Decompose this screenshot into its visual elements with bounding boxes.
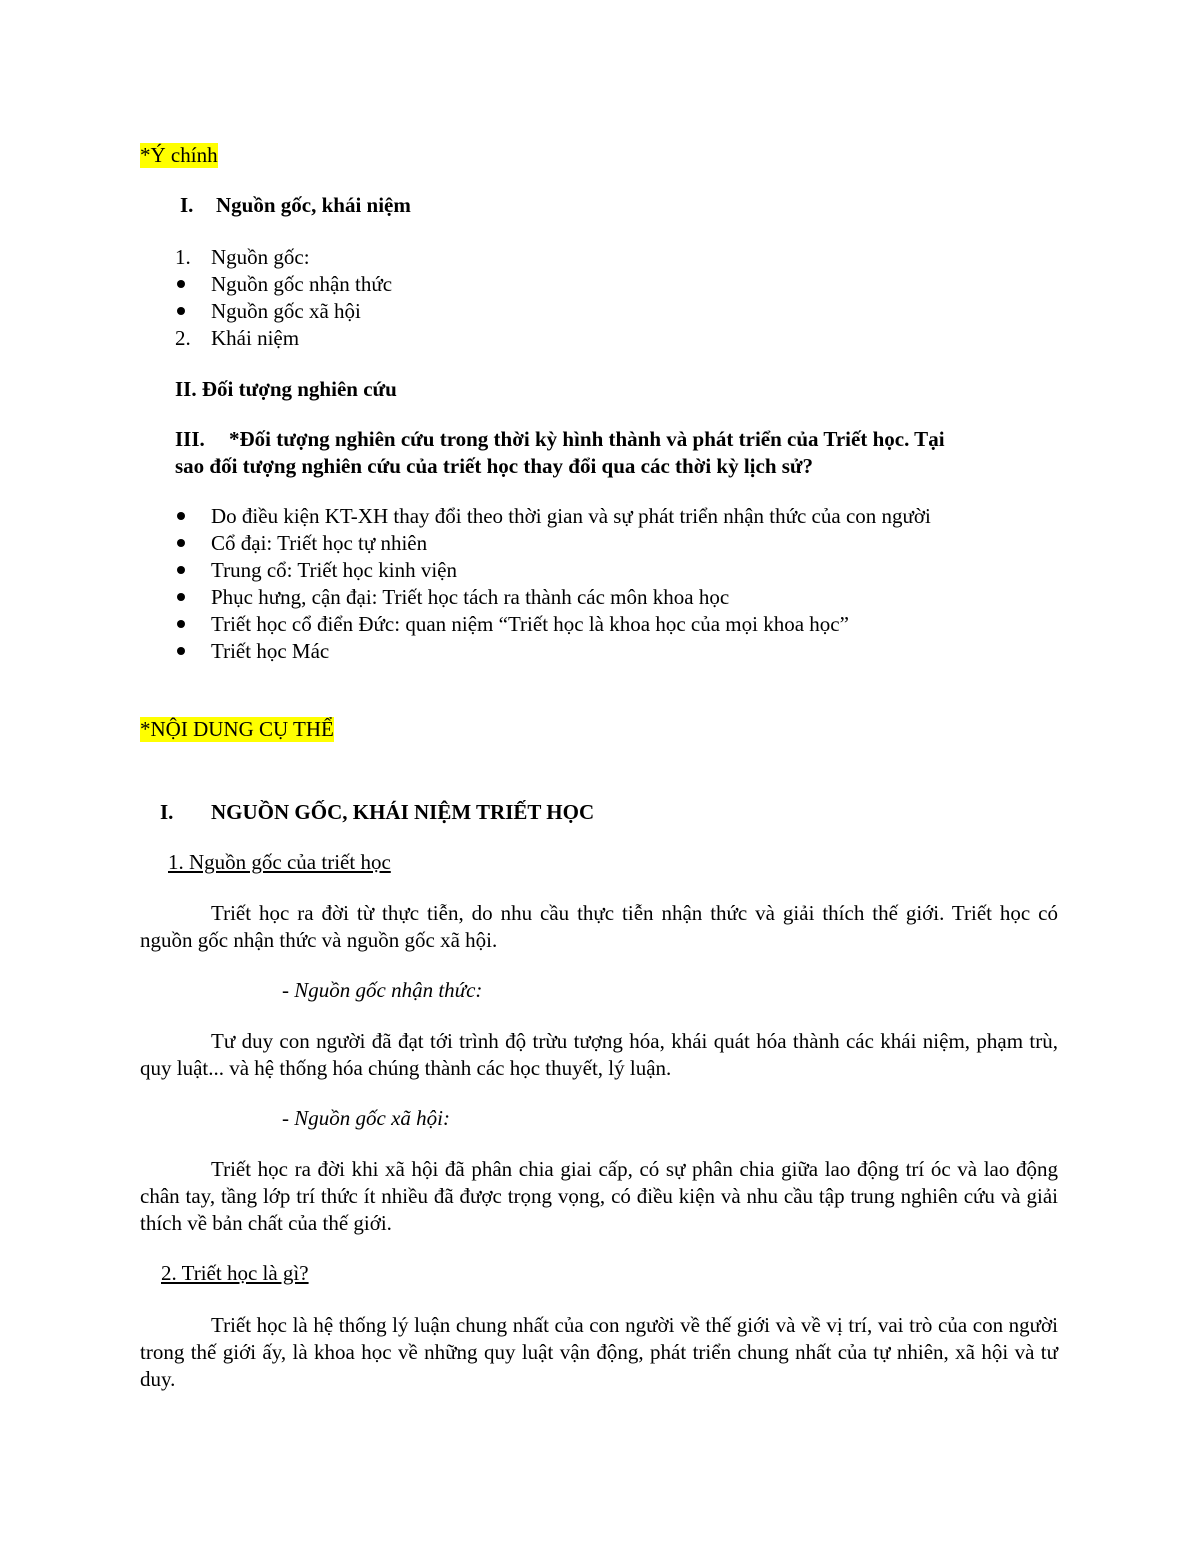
- bullet-icon: [177, 620, 185, 628]
- list-item-social-origin: Nguồn gốc xã hội: [211, 299, 361, 323]
- bullet-icon: [177, 512, 185, 520]
- summary-section-1-number: I.: [180, 193, 194, 217]
- summary-section-3-line-2: sao đối tượng nghiên cứu của triết học thay đổi qua các thời kỳ lịch sử?: [175, 454, 814, 478]
- subheading-what-is-philosophy: 2. Triết học là gì?: [161, 1261, 309, 1285]
- bullet-icon: [177, 647, 185, 655]
- paragraph-social-origin: Triết học ra đời khi xã hội đã phân chia giai cấp, có sự phân chia giữa lao động trí óc và lao động chân tay, tầng lớp trí thức ít nhiều đã được trọng vọng, có điều kiện và nhu cầu tập trung nghiên cứu và giải thích về bản chất của thế giới.: [140, 1157, 1058, 1235]
- summary-section-3-number: III.: [175, 427, 205, 451]
- list-item-cognitive-origin: Nguồn gốc nhận thức: [211, 272, 393, 296]
- detail-section-1-number: I.: [160, 800, 174, 824]
- list-item: Triết học cổ điển Đức: quan niệm “Triết học là khoa học của mọi khoa học”: [211, 612, 849, 636]
- label-social-origin: - Nguồn gốc xã hội:: [282, 1106, 450, 1130]
- bullet-icon: [177, 566, 185, 574]
- list-item: Do điều kiện KT-XH thay đổi theo thời gian và sự phát triển nhận thức của con người: [211, 504, 931, 528]
- summary-section-1-title: Nguồn gốc, khái niệm: [216, 193, 411, 217]
- bullet-icon: [177, 593, 185, 601]
- list-item-concept: Khái niệm: [211, 326, 300, 350]
- label-cognitive-origin: - Nguồn gốc nhận thức:: [282, 978, 483, 1002]
- list-item: Triết học Mác: [211, 639, 330, 663]
- bullet-icon: [177, 280, 185, 288]
- summary-section-2-title: II. Đối tượng nghiên cứu: [175, 377, 397, 401]
- detail-heading: *NỘI DUNG CỤ THỂ: [140, 717, 334, 741]
- bullet-icon: [177, 307, 185, 315]
- paragraph-definition: Triết học là hệ thống lý luận chung nhất của con người về thế giới và về vị trí, vai trò của con người trong thế giới ấy, là khoa học về những quy luật vận động, phát triển chung nhất của tự nhiên, xã hội và tư duy.: [140, 1313, 1058, 1391]
- subheading-origin: 1. Nguồn gốc của triết học: [168, 850, 391, 874]
- summary-section-3-line-1: *Đối tượng nghiên cứu trong thời kỳ hình thành và phát triển của Triết học. Tại: [229, 427, 945, 451]
- paragraph-origin: Triết học ra đời từ thực tiễn, do nhu cầu thực tiễn nhận thức và giải thích thế giới. Triết học có nguồn gốc nhận thức và nguồn gốc xã hội.: [140, 901, 1058, 952]
- paragraph-cognitive-origin: Tư duy con người đã đạt tới trình độ trừu tượng hóa, khái quát hóa thành các khái niệm, phạm trù, quy luật... và hệ thống hóa chúng thành các học thuyết, lý luận.: [140, 1029, 1058, 1080]
- summary-heading: *Ý chính: [140, 143, 218, 167]
- list-marker-2: 2.: [175, 326, 191, 350]
- list-item: Trung cổ: Triết học kinh viện: [211, 558, 457, 582]
- list-item: Phục hưng, cận đại: Triết học tách ra thành các môn khoa học: [211, 585, 730, 609]
- list-item-origin: Nguồn gốc:: [211, 245, 310, 269]
- list-marker-1: 1.: [175, 245, 191, 269]
- detail-section-1-title: NGUỒN GỐC, KHÁI NIỆM TRIẾT HỌC: [211, 800, 595, 824]
- list-item: Cổ đại: Triết học tự nhiên: [211, 531, 428, 555]
- bullet-icon: [177, 539, 185, 547]
